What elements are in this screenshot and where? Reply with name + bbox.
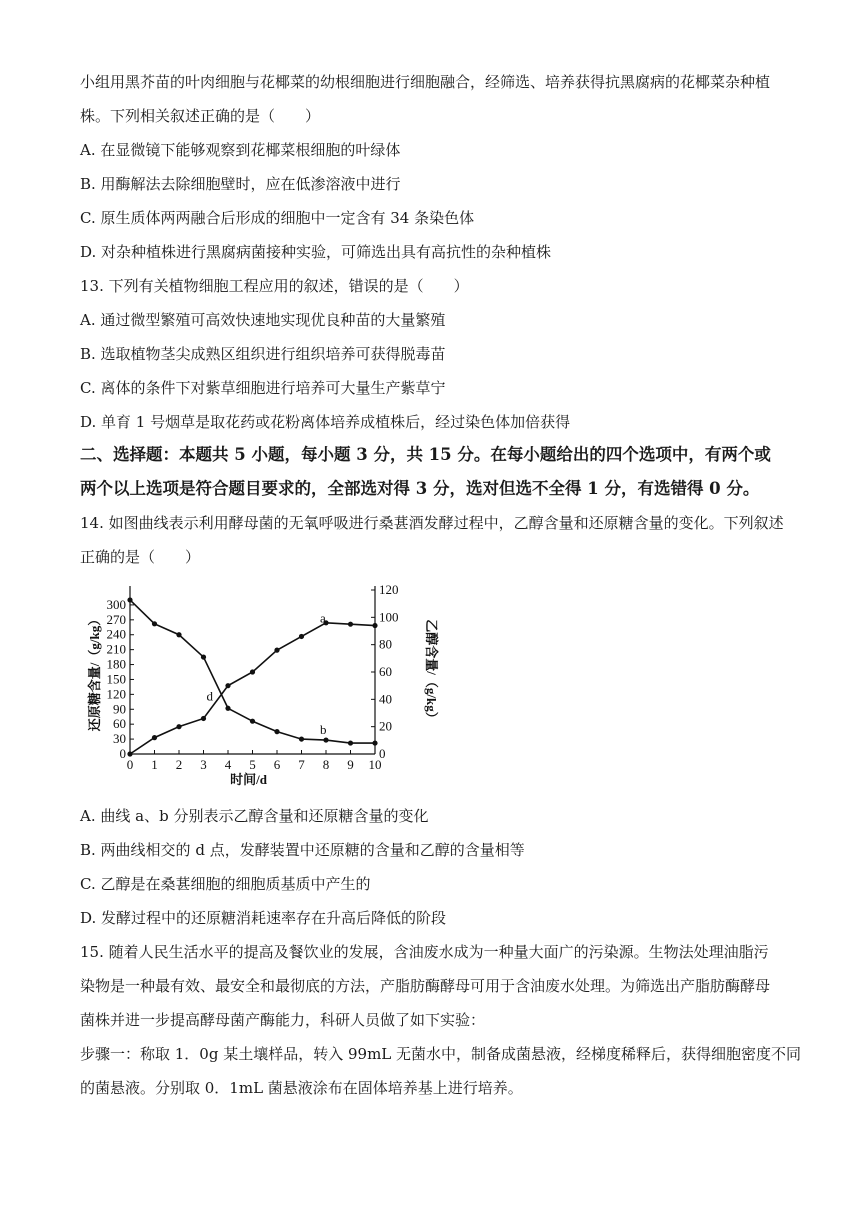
q14-option-b: B. 两曲线相交的 d 点，发酵装置中还原糖的含量和乙醇的含量相等 <box>80 841 525 859</box>
right-tick-label: 120 <box>379 582 399 597</box>
fermentation-chart <box>85 578 445 788</box>
ethanol-data-point <box>348 622 353 627</box>
curve-label-d: d <box>206 688 213 704</box>
x-tick-label: 0 <box>126 757 134 772</box>
x-axis-title: 时间/d <box>230 772 267 787</box>
x-tick-label: 1 <box>151 757 158 772</box>
q12-option-a: A. 在显微镜下能够观察到花椰菜根细胞的叶绿体 <box>80 141 401 159</box>
ethanol-data-point <box>152 735 157 740</box>
q13-option-c: C. 离体的条件下对紫草细胞进行培养可大量生产紫草宁 <box>80 379 446 397</box>
ethanol-data-point <box>372 623 377 628</box>
q13-option-a: A. 通过微型繁殖可高效快速地实现优良种苗的大量繁殖 <box>80 311 446 329</box>
ethanol-data-point <box>127 751 132 756</box>
sugar-data-point <box>372 740 377 745</box>
x-tick-label: 2 <box>175 757 183 772</box>
x-tick-label: 9 <box>347 757 354 772</box>
right-axis-title: 乙醇含量/（g/kg） <box>424 619 439 725</box>
left-tick-label: 0 <box>119 746 126 761</box>
chart-series <box>127 597 377 756</box>
q15-stem-line-1: 15. 随着人民生活水平的提高及餐饮业的发展，含油废水成为一种量大面广的污染源。生物法处理油脂污 <box>80 943 769 961</box>
sugar-data-point <box>348 740 353 745</box>
right-tick-label: 80 <box>379 636 392 652</box>
q12-option-c: C. 原生质体两两融合后形成的细胞中一定含有 34 条染色体 <box>80 209 475 227</box>
curve-label-b: b <box>320 722 327 738</box>
q13-option-d: D. 单育 1 号烟草是取花药或花粉离体培养成植株后，经过染色体加倍获得 <box>80 413 571 431</box>
x-tick-label: 5 <box>249 757 256 772</box>
left-tick-label: 120 <box>106 686 126 702</box>
sugar-data-point <box>250 719 255 724</box>
q12-stem-line-1: 小组用黑芥苗的叶肉细胞与花椰菜的幼根细胞进行细胞融合，经筛选、培养获得抗黑腐病的花椰菜杂种植 <box>80 73 771 91</box>
sugar-data-point <box>225 706 230 711</box>
ethanol-data-point <box>201 716 206 721</box>
ethanol-data-point <box>250 669 255 674</box>
q15-stem-line-3: 菌株并进一步提高酵母菌产酶能力，科研人员做了如下实验： <box>80 1011 486 1029</box>
sugar-data-point <box>127 597 132 602</box>
x-tick-label: 6 <box>273 757 281 772</box>
sugar-data-point <box>323 737 328 742</box>
section-2-heading-line-1: 二、选择题：本题共 5 小题，每小题 3 分，共 15 分。在每小题给出的四个选项中，有两个或 <box>80 445 771 464</box>
q14-option-d: D. 发酵过程中的还原糖消耗速率存在升高后降低的阶段 <box>80 909 447 927</box>
x-tick-label: 3 <box>200 757 207 772</box>
curve-label-a: a <box>320 610 326 626</box>
x-tick-label: 4 <box>224 757 232 772</box>
sugar-data-point <box>152 621 157 626</box>
right-tick-label: 0 <box>379 746 386 761</box>
q15-stem-line-2: 染物是一种最有效、最安全和最彻底的方法，产脂肪酶酵母可用于含油废水处理。为筛选出产脂肪酶酵母 <box>80 977 771 995</box>
right-tick-label: 40 <box>379 691 392 707</box>
right-tick-label: 60 <box>379 664 392 679</box>
sugar-data-point <box>201 654 206 659</box>
q13-option-b: B. 选取植物茎尖成熟区组织进行组织培养可获得脱毒苗 <box>80 345 446 363</box>
left-tick-label: 150 <box>106 671 126 687</box>
q12-option-d: D. 对杂种植株进行黑腐病菌接种实验，可筛选出具有高抗性的杂种植株 <box>80 243 552 261</box>
x-tick-label: 8 <box>322 757 330 772</box>
left-axis-title: 还原糖含量/（g/kg） <box>87 612 102 732</box>
q15-step1-line-2: 的菌悬液。分别取 0．1mL 菌悬液涂布在固体培养基上进行培养。 <box>80 1079 523 1097</box>
left-tick-label: 270 <box>106 611 126 627</box>
section-2-heading-line-2: 两个以上选项是符合题目要求的，全部选对得 3 分，选对但选不全得 1 分，有选错得 0 分。 <box>80 479 760 498</box>
left-tick-label: 240 <box>106 626 126 642</box>
x-tick-label: 10 <box>368 757 382 772</box>
right-tick-label: 20 <box>379 718 392 734</box>
chart-labels <box>87 582 439 787</box>
q14-stem-line-1: 14. 如图曲线表示利用酵母菌的无氧呼吸进行桑葚酒发酵过程中，乙醇含量和还原糖含量的变化。下列叙述 <box>80 514 784 532</box>
q14-option-c: C. 乙醇是在桑葚细胞的细胞质基质中产生的 <box>80 875 371 893</box>
ethanol-data-point <box>299 634 304 639</box>
q14-stem-line-2: 正确的是（ ） <box>80 548 201 566</box>
q14-option-a: A. 曲线 a、b 分别表示乙醇含量和还原糖含量的变化 <box>80 807 429 825</box>
q13-stem: 13. 下列有关植物细胞工程应用的叙述，错误的是（ ） <box>80 277 469 295</box>
q12-stem-line-2: 株。下列相关叙述正确的是（ ） <box>80 107 321 125</box>
sugar-data-point <box>176 632 181 637</box>
ethanol-series-line <box>130 623 375 754</box>
sugar-data-point <box>274 729 279 734</box>
sugar-data-point <box>299 736 304 741</box>
ethanol-data-point <box>225 683 230 688</box>
left-tick-label: 60 <box>113 716 126 732</box>
left-tick-label: 210 <box>106 641 126 657</box>
q12-option-b: B. 用酶解法去除细胞壁时，应在低渗溶液中进行 <box>80 175 401 193</box>
right-tick-label: 100 <box>379 609 399 625</box>
q15-step1-line-1: 步骤一：称取 1．0g 某土壤样品，转入 99mL 无菌水中，制备成菌悬液，经梯度稀释后，获得细胞密度不同 <box>80 1045 802 1063</box>
left-tick-label: 180 <box>106 656 126 672</box>
left-tick-label: 30 <box>113 731 126 747</box>
left-tick-label: 90 <box>113 701 126 717</box>
x-tick-label: 7 <box>298 757 305 772</box>
ethanol-data-point <box>176 724 181 729</box>
ethanol-data-point <box>274 648 279 653</box>
left-tick-label: 300 <box>106 596 126 612</box>
